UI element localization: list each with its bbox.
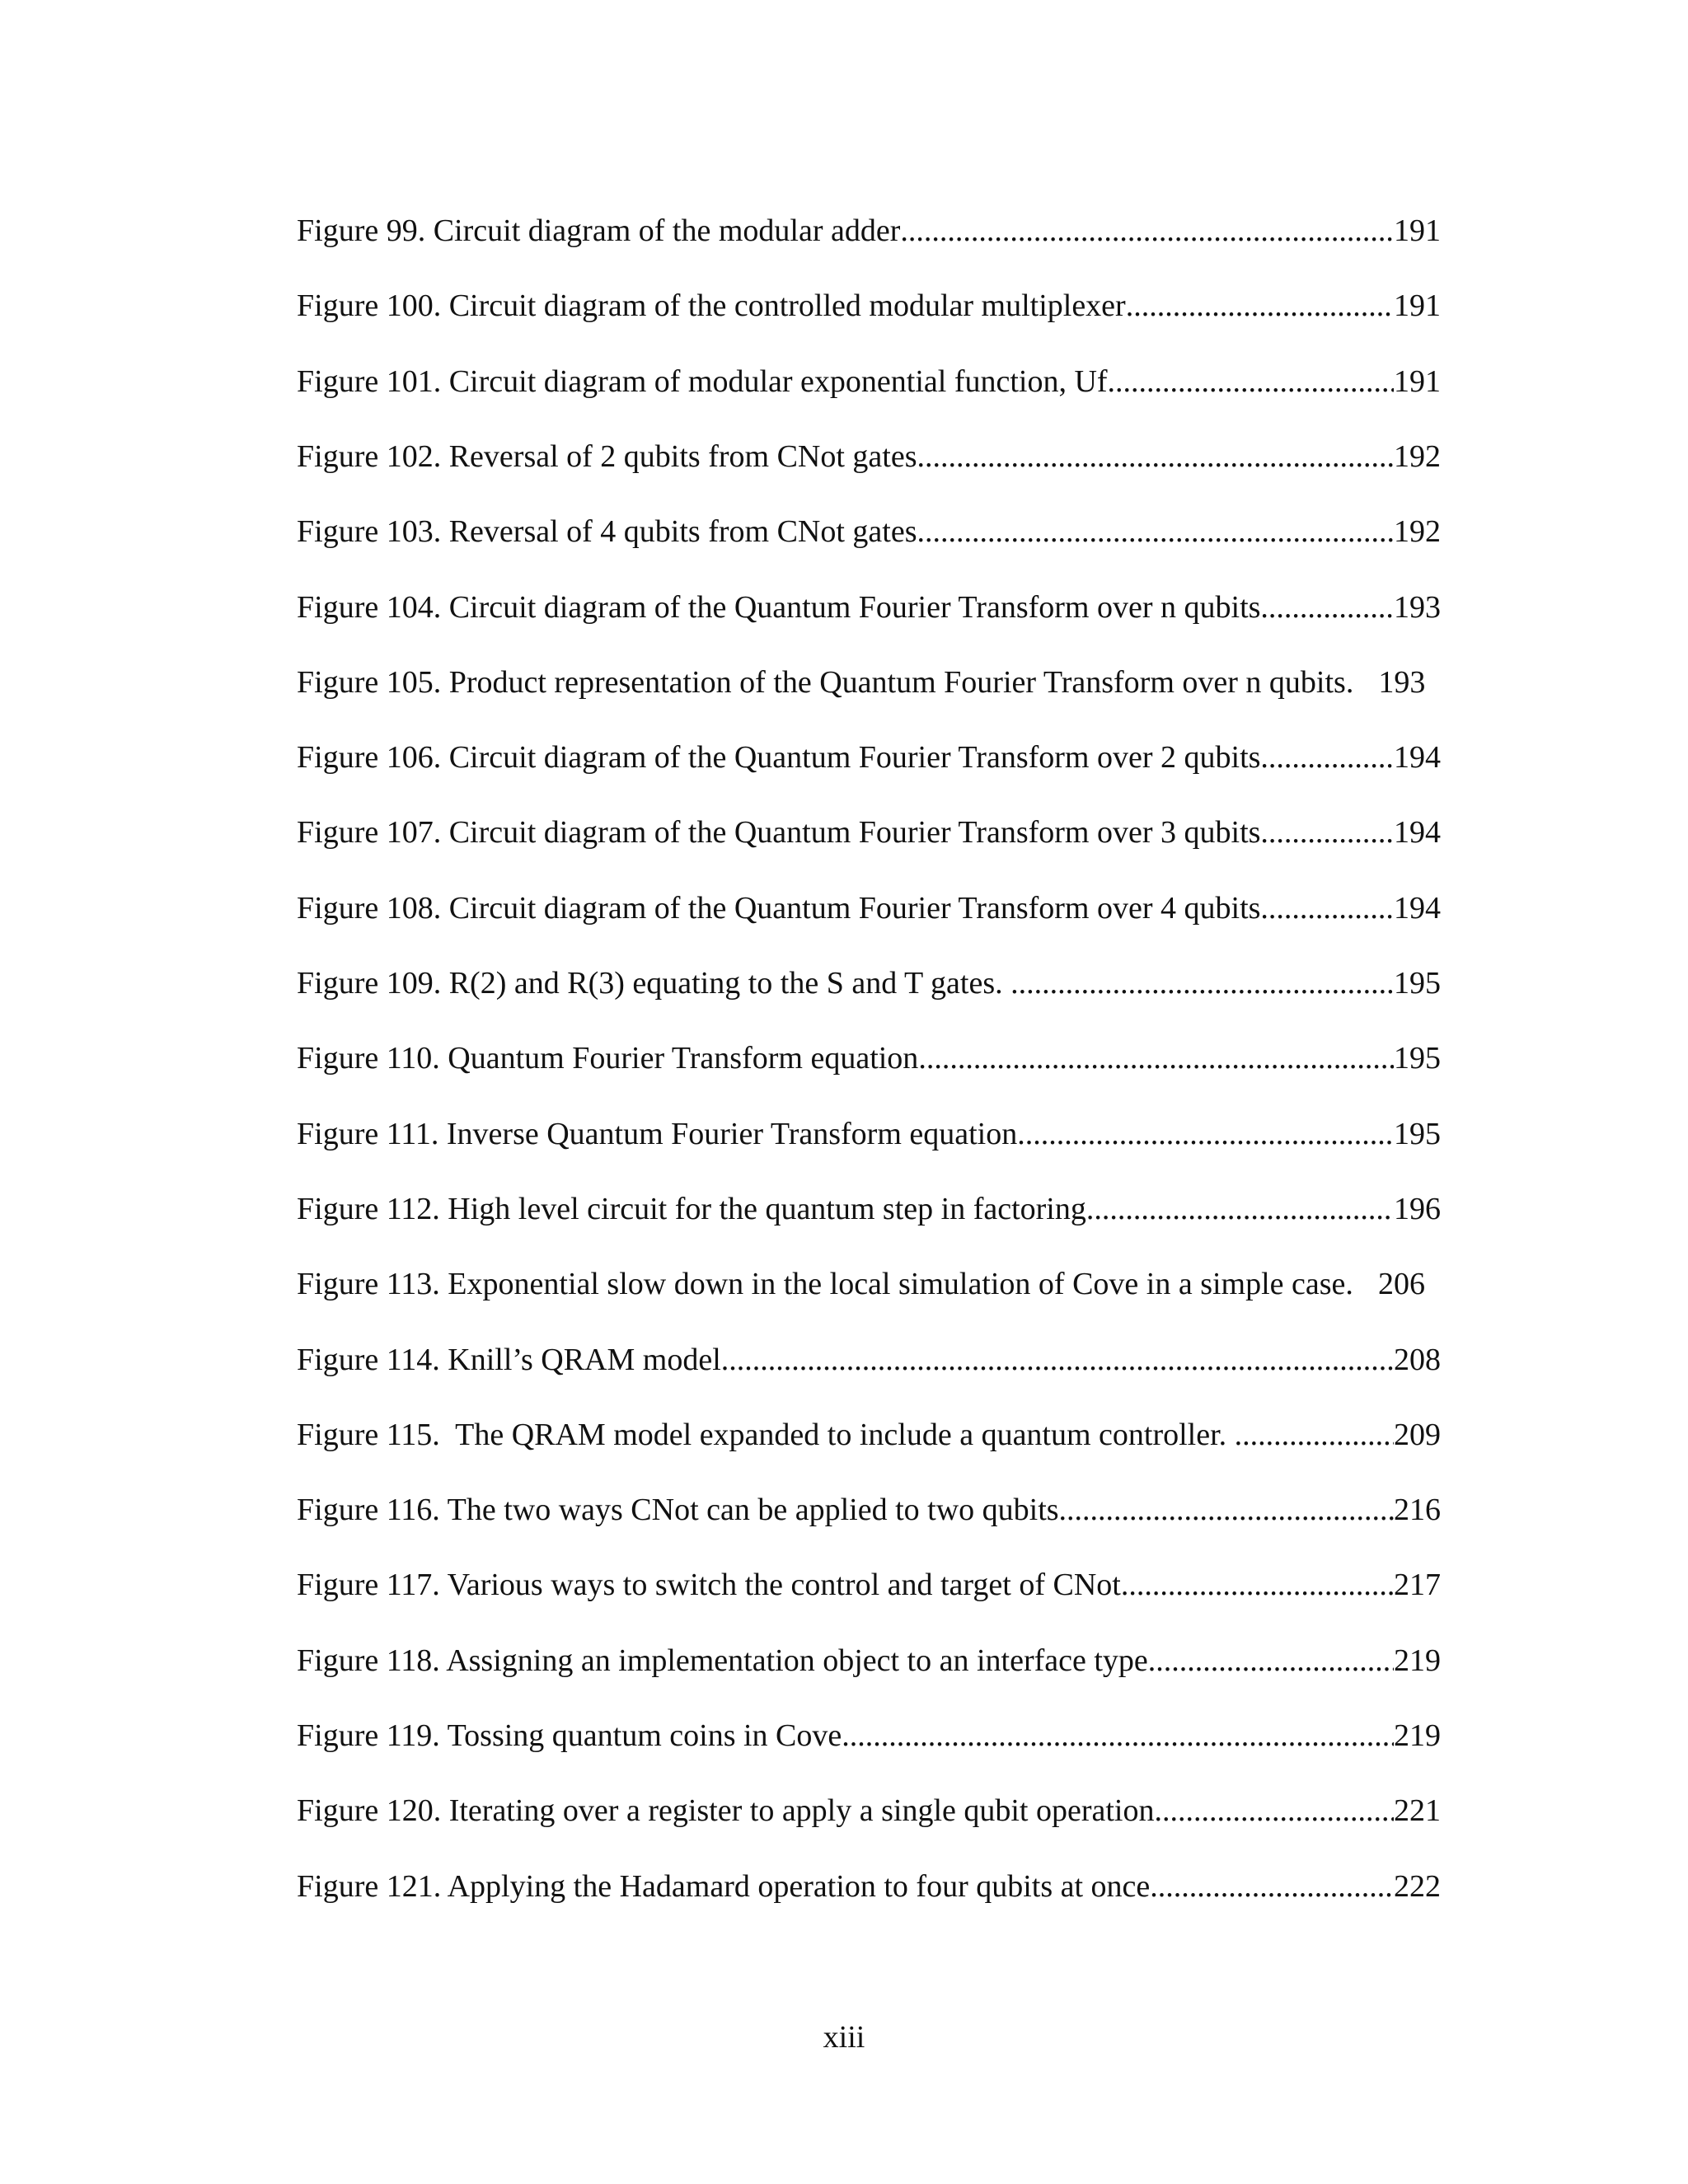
toc-entry [297, 1340, 1441, 1380]
toc-entry-title: Figure 103. Reversal of 4 qubits from CNot gates [297, 514, 917, 549]
toc-entry [297, 286, 1441, 326]
dot-leader [1059, 1490, 1394, 1530]
toc-entry [297, 1114, 1441, 1154]
toc-entry-page: 222 [1394, 1869, 1441, 1904]
toc-entry-page: 195 [1394, 1117, 1441, 1151]
dot-leader [1260, 888, 1394, 928]
toc-entry-title: Figure 115. The QRAM model expanded to include a quantum controller. [297, 1418, 1235, 1452]
toc-entry-title: Figure 99. Circuit diagram of the modular adder [297, 213, 901, 248]
dot-leader [917, 437, 1394, 476]
toc-entry-title: Figure 107. Circuit diagram of the Quantum Fourier Transform over 3 qubits [297, 815, 1261, 850]
toc-entry [297, 1490, 1441, 1530]
toc-entry-page: 219 [1394, 1643, 1441, 1678]
toc-entry [297, 1264, 1425, 1304]
toc-entry [297, 1641, 1441, 1680]
dot-leader [1010, 963, 1394, 1003]
toc-entry-page: 219 [1394, 1718, 1441, 1753]
toc-entry-title: Figure 117. Various ways to switch the control and target of CNot [297, 1568, 1121, 1602]
toc-entry [297, 1716, 1441, 1755]
toc-entry-page: 195 [1394, 1041, 1441, 1076]
toc-entry-page: 217 [1394, 1568, 1441, 1602]
dot-leader [1155, 1791, 1395, 1830]
toc-entry-title: Figure 109. R(2) and R(3) equating to the S and T gates. [297, 966, 1011, 1001]
toc-entry-title: Figure 101. Circuit diagram of modular exponential function, Uf [297, 364, 1108, 399]
toc-entry-page: 206 [1377, 1267, 1425, 1301]
toc-entry-title: Figure 110. Quantum Fourier Transform equation [297, 1041, 919, 1076]
toc-entry-page: 192 [1394, 439, 1441, 474]
toc-entry-title: Figure 105. Product representation of the Quantum Fourier Transform over n qubits. [297, 665, 1354, 700]
dot-leader [842, 1716, 1394, 1755]
toc-entry-page: 191 [1394, 364, 1441, 399]
toc-entry [297, 1038, 1441, 1078]
toc-entry [297, 813, 1441, 852]
toc-entry [297, 588, 1441, 627]
toc-entry-page: 191 [1394, 213, 1441, 248]
dot-leader [1126, 286, 1394, 326]
toc-entry [297, 1189, 1441, 1229]
page-number: xiii [823, 2020, 865, 2055]
toc-entry [297, 512, 1441, 551]
toc-entry-title: Figure 114. Knill’s QRAM model [297, 1343, 721, 1377]
toc-entry-page: 208 [1394, 1343, 1441, 1377]
dot-leader [917, 512, 1394, 551]
dot-leader [1121, 1565, 1394, 1605]
toc-entry [297, 663, 1425, 702]
toc-entry-page: 221 [1394, 1793, 1441, 1828]
toc-entry [297, 1565, 1441, 1605]
toc-entry-page: 196 [1394, 1192, 1441, 1226]
toc-entry [297, 963, 1441, 1003]
dot-leader [1086, 1189, 1394, 1229]
dot-leader [1260, 813, 1394, 852]
toc-entry [297, 1791, 1441, 1830]
toc-entry-title: Figure 119. Tossing quantum coins in Cove [297, 1718, 842, 1753]
toc-entry-title: Figure 111. Inverse Quantum Fourier Transform equation [297, 1117, 1018, 1151]
toc-entry [297, 437, 1441, 476]
dot-leader [1260, 738, 1394, 777]
dot-leader [1148, 1641, 1394, 1680]
dot-leader [1150, 1867, 1394, 1906]
dot-leader [1017, 1114, 1394, 1154]
toc-entry [297, 211, 1441, 251]
toc-entry-title: Figure 102. Reversal of 2 qubits from CNot gates [297, 439, 917, 474]
toc-entry-title: Figure 104. Circuit diagram of the Quantum Fourier Transform over n qubits [297, 590, 1261, 625]
toc-entry-page: 194 [1394, 815, 1441, 850]
toc-entry [297, 888, 1441, 928]
toc-entry-page: 194 [1394, 891, 1441, 926]
dot-leader [918, 1038, 1394, 1078]
toc-entry-page: 209 [1394, 1418, 1441, 1452]
toc-entry-page: 193 [1394, 590, 1441, 625]
toc-entry-title: Figure 112. High level circuit for the quantum step in factoring [297, 1192, 1086, 1226]
toc-entry-title: Figure 113. Exponential slow down in the local simulation of Cove in a simple case. [297, 1267, 1353, 1301]
toc-entry-title: Figure 116. The two ways CNot can be applied to two qubits [297, 1493, 1059, 1527]
toc-entry-page: 192 [1394, 514, 1441, 549]
dot-leader [900, 211, 1394, 251]
toc-entry-title: Figure 118. Assigning an implementation object to an interface type [297, 1643, 1148, 1678]
toc-entry-page: 194 [1394, 740, 1441, 775]
toc-entry [297, 738, 1441, 777]
toc-entry-title: Figure 100. Circuit diagram of the controlled modular multiplexer [297, 288, 1126, 323]
dot-leader [1235, 1415, 1394, 1455]
toc-entry-title: Figure 121. Applying the Hadamard operation to four qubits at once [297, 1869, 1151, 1904]
toc-entry-page: 193 [1378, 665, 1426, 700]
dot-leader [721, 1340, 1394, 1380]
toc-entry-page: 195 [1394, 966, 1441, 1001]
dot-leader [1260, 588, 1394, 627]
toc-entry [297, 362, 1441, 401]
toc-entry-title: Figure 120. Iterating over a register to apply a single qubit operation [297, 1793, 1155, 1828]
toc-entry [297, 1867, 1441, 1906]
toc-entry [297, 1415, 1441, 1455]
toc-entry-page: 216 [1394, 1493, 1441, 1527]
toc-entry-title: Figure 106. Circuit diagram of the Quantum Fourier Transform over 2 qubits [297, 740, 1261, 775]
toc-entry-page: 191 [1394, 288, 1441, 323]
dot-leader [1108, 362, 1394, 401]
toc-entry-title: Figure 108. Circuit diagram of the Quantum Fourier Transform over 4 qubits [297, 891, 1261, 926]
